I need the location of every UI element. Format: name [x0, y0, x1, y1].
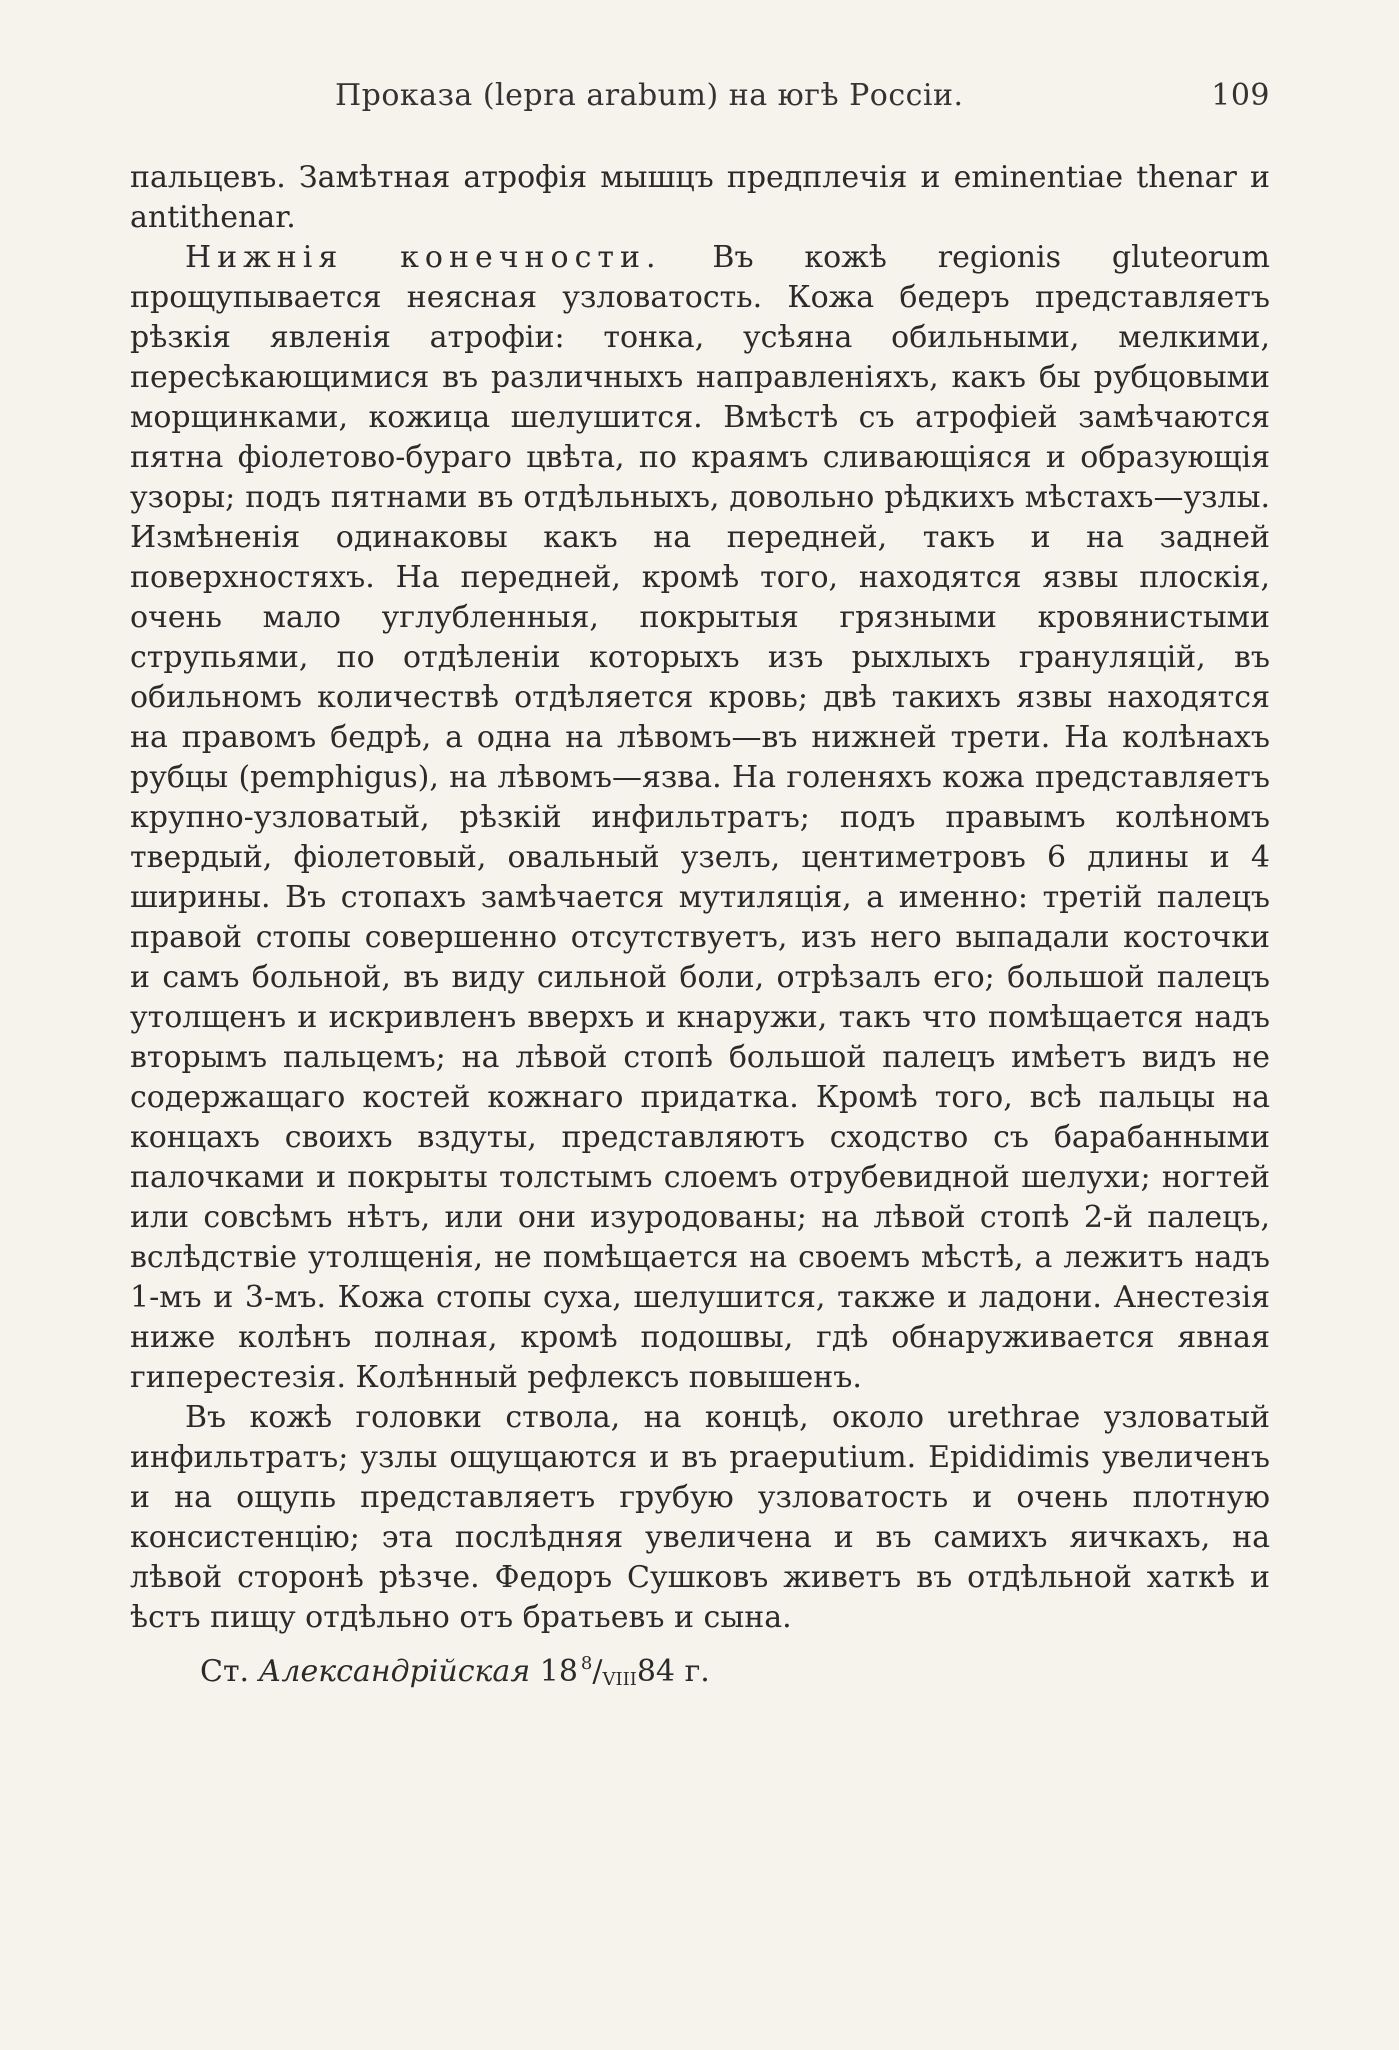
book-page	[130, 70, 1270, 1990]
body-text	[130, 158, 1270, 1638]
signature-place: Александрійская	[258, 1654, 531, 1689]
signature-line	[130, 1644, 1270, 1700]
paragraph-continuation: пальцевъ. Замѣтная атрофія мышцъ предплечія и eminentiae thenar и antithenar.	[130, 160, 1270, 235]
paragraph-genitals: Въ кожѣ головки ствола, на концѣ, около urethrae узловатый инфильтратъ; узлы ощущаются и въ praeputium. Epididimis увеличенъ и на ощупь представляетъ грубую узловатость и очень плотную консистенцію; эта послѣдняя увеличена и въ самихъ яичкахъ, на лѣвой сторонѣ рѣзче. Федоръ Сушковъ живетъ въ отдѣльной хаткѣ и ѣстъ пищу отдѣльно отъ братьевъ и сына.	[130, 1400, 1270, 1635]
signature-day: 18	[539, 1654, 578, 1689]
signature-month-num: 8	[580, 1653, 593, 1674]
signature-month-roman: VIII	[602, 1669, 637, 1690]
signature-suffix: г.	[684, 1654, 710, 1689]
paragraph-lower-limbs	[130, 238, 1270, 1398]
signature-year: 84	[636, 1654, 676, 1689]
signature-date: 18 $^8/_{VIII}84$	[539, 1653, 676, 1690]
running-head	[130, 70, 1270, 130]
section-lead-lower-limbs: Нижнія конечности.	[185, 240, 662, 275]
running-title: Проказа (lepra arabum) на югѣ Россіи.	[335, 78, 964, 113]
page-number: 109	[1211, 78, 1270, 113]
signature-prefix: Ст.	[200, 1654, 250, 1689]
paragraph-lower-limbs-text: Въ кожѣ regionis gluteorum прощупывается неясная узловатость. Кожа бедеръ представляетъ рѣзкія явленія атрофіи: тонка, усѣяна обильными, мелкими, пересѣкающимися въ различныхъ направленіяхъ, какъ бы рубцовыми морщинками, кожица шелушится. Вмѣстѣ съ атрофіей замѣчаются пятна фіолетово-бураго цвѣта, по краямъ сливающіяся и образующія узоры; подъ пятнами въ отдѣльныхъ, довольно рѣдкихъ мѣстахъ—узлы. Измѣненія одинаковы какъ на передней, такъ и на задней поверхностяхъ. На передней, кромѣ того, находятся язвы плоскія, очень мало углубленныя, покрытыя грязными кровянистыми струпьями, по отдѣленіи которыхъ изъ рыхлыхъ грануляцій, въ обильномъ количествѣ отдѣляется кровь; двѣ такихъ язвы находятся на правомъ бедрѣ, а одна на лѣвомъ—въ нижней трети. На колѣнахъ рубцы (pemphigus), на лѣвомъ—язва. На голеняхъ кожа представляетъ крупно-узловатый, рѣзкій инфильтратъ; подъ правымъ колѣномъ твердый, фіолетовый, овальный узелъ, центиметровъ 6 длины и 4 ширины. Въ стопахъ замѣчается мутиляція, а именно: третій палецъ правой стопы совершенно отсутствуетъ, изъ него выпадали косточки и самъ больной, въ виду сильной боли, отрѣзалъ его; большой палецъ утолщенъ и искривленъ вверхъ и кнаружи, такъ что помѣщается надъ вторымъ пальцемъ; на лѣвой стопѣ большой палецъ имѣетъ видъ не содержащаго костей кожнаго придатка. Кромѣ того, всѣ пальцы на концахъ своихъ вздуты, представляютъ сходство съ барабанными палочками и покрыты толстымъ слоемъ отрубевидной шелухи; ногтей или совсѣмъ нѣтъ, или они изуродованы; на лѣвой стопѣ 2-й палецъ, вслѣдствіе утолщенія, не помѣщается на своемъ мѣстѣ, а лежитъ надъ 1-мъ и 3-мъ. Кожа стопы суха, шелушится, также и ладони. Анестезія ниже колѣнъ полная, кромѣ подошвы, гдѣ обнаруживается явная гиперестезія. Колѣнный рефлексъ повышенъ.	[130, 240, 1271, 1395]
